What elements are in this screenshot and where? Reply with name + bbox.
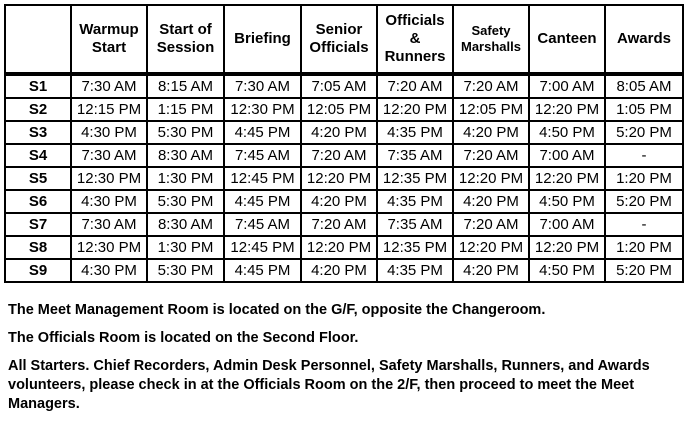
- time-cell: 1:15 PM: [147, 98, 224, 121]
- time-cell: 12:30 PM: [224, 98, 301, 121]
- time-cell: 4:20 PM: [301, 121, 377, 144]
- note-meet-management-room: The Meet Management Room is located on the G/F, opposite the Changeroom.: [8, 302, 546, 318]
- time-cell: 7:30 AM: [71, 213, 147, 236]
- time-cell: 12:20 PM: [301, 236, 377, 259]
- col-header-start-of-session: Start of Session: [147, 5, 224, 74]
- schedule-body: [5, 74, 683, 282]
- time-cell: 1:20 PM: [605, 167, 683, 190]
- time-cell: 8:05 AM: [605, 74, 683, 98]
- time-cell: 12:20 PM: [529, 98, 605, 121]
- time-cell: 4:20 PM: [453, 259, 529, 282]
- table-row: [5, 236, 683, 259]
- session-label: S7: [5, 213, 71, 236]
- time-cell: 5:20 PM: [605, 190, 683, 213]
- time-cell: 12:15 PM: [71, 98, 147, 121]
- session-label: S2: [5, 98, 71, 121]
- time-cell: 5:20 PM: [605, 259, 683, 282]
- time-cell: 12:35 PM: [377, 167, 453, 190]
- table-row: [5, 74, 683, 98]
- time-cell: 4:35 PM: [377, 121, 453, 144]
- time-cell: 1:20 PM: [605, 236, 683, 259]
- schedule-table: [4, 4, 684, 283]
- table-row: [5, 259, 683, 282]
- time-cell: 7:45 AM: [224, 144, 301, 167]
- time-cell: 12:30 PM: [71, 236, 147, 259]
- time-cell: 12:20 PM: [301, 167, 377, 190]
- session-label: S9: [5, 259, 71, 282]
- time-cell: 4:50 PM: [529, 121, 605, 144]
- time-cell: 4:30 PM: [71, 259, 147, 282]
- table-row: [5, 121, 683, 144]
- time-cell: 7:30 AM: [71, 74, 147, 98]
- time-cell: 7:20 AM: [301, 144, 377, 167]
- col-header-senior-officials: Senior Officials: [301, 5, 377, 74]
- time-cell: 7:35 AM: [377, 144, 453, 167]
- time-cell: 12:05 PM: [453, 98, 529, 121]
- session-label: S5: [5, 167, 71, 190]
- time-cell: 5:30 PM: [147, 190, 224, 213]
- session-label: S8: [5, 236, 71, 259]
- session-label: S3: [5, 121, 71, 144]
- time-cell: 4:30 PM: [71, 121, 147, 144]
- session-label: S6: [5, 190, 71, 213]
- time-cell: 12:30 PM: [71, 167, 147, 190]
- time-cell: 7:00 AM: [529, 144, 605, 167]
- note-officials-room: The Officials Room is located on the Second Floor.: [8, 330, 359, 346]
- col-header-briefing: Briefing: [224, 5, 301, 74]
- time-cell: 12:20 PM: [529, 236, 605, 259]
- time-cell: 12:45 PM: [224, 167, 301, 190]
- col-header-officials-runners: Officials & Runners: [377, 5, 453, 74]
- time-cell: 4:45 PM: [224, 121, 301, 144]
- time-cell: 4:20 PM: [453, 190, 529, 213]
- header-row: [5, 5, 683, 74]
- time-cell: 8:30 AM: [147, 213, 224, 236]
- time-cell: 4:50 PM: [529, 259, 605, 282]
- time-cell: 7:00 AM: [529, 74, 605, 98]
- time-cell: 12:05 PM: [301, 98, 377, 121]
- time-cell: 5:30 PM: [147, 121, 224, 144]
- time-cell: 4:45 PM: [224, 259, 301, 282]
- time-cell: 12:20 PM: [453, 236, 529, 259]
- time-cell: 7:30 AM: [71, 144, 147, 167]
- time-cell: 5:20 PM: [605, 121, 683, 144]
- note-check-in-instructions: All Starters. Chief Recorders, Admin Desk Personnel, Safety Marshalls, Runners, and Awards volunteers, please check in at the Officials Room on the 2/F, then proceed to meet the Meet Managers.: [8, 358, 650, 412]
- time-cell: 4:45 PM: [224, 190, 301, 213]
- time-cell: 7:20 AM: [301, 213, 377, 236]
- time-cell: 4:50 PM: [529, 190, 605, 213]
- time-cell: 4:20 PM: [301, 259, 377, 282]
- table-row: [5, 98, 683, 121]
- time-cell: 7:20 AM: [453, 144, 529, 167]
- session-label: S1: [5, 74, 71, 98]
- time-cell: -: [605, 213, 683, 236]
- table-row: [5, 213, 683, 236]
- time-cell: 5:30 PM: [147, 259, 224, 282]
- time-cell: 12:20 PM: [377, 98, 453, 121]
- session-label: S4: [5, 144, 71, 167]
- time-cell: 7:05 AM: [301, 74, 377, 98]
- col-header-safety-marshalls: Safety Marshalls: [453, 5, 529, 74]
- time-cell: 7:20 AM: [453, 74, 529, 98]
- time-cell: 4:35 PM: [377, 259, 453, 282]
- time-cell: 12:20 PM: [529, 167, 605, 190]
- time-cell: -: [605, 144, 683, 167]
- notes: [8, 301, 684, 423]
- table-row: [5, 144, 683, 167]
- time-cell: 4:35 PM: [377, 190, 453, 213]
- time-cell: 8:15 AM: [147, 74, 224, 98]
- time-cell: 12:35 PM: [377, 236, 453, 259]
- time-cell: 7:45 AM: [224, 213, 301, 236]
- col-header-warmup-start: Warmup Start: [71, 5, 147, 74]
- time-cell: 1:05 PM: [605, 98, 683, 121]
- time-cell: 7:20 AM: [377, 74, 453, 98]
- time-cell: 7:20 AM: [453, 213, 529, 236]
- col-header-canteen: Canteen: [529, 5, 605, 74]
- col-header-awards: Awards: [605, 5, 683, 74]
- time-cell: 12:20 PM: [453, 167, 529, 190]
- time-cell: 7:35 AM: [377, 213, 453, 236]
- time-cell: 7:00 AM: [529, 213, 605, 236]
- time-cell: 8:30 AM: [147, 144, 224, 167]
- corner-cell: [5, 5, 71, 74]
- table-row: [5, 190, 683, 213]
- time-cell: 4:30 PM: [71, 190, 147, 213]
- time-cell: 12:45 PM: [224, 236, 301, 259]
- time-cell: 4:20 PM: [301, 190, 377, 213]
- time-cell: 1:30 PM: [147, 167, 224, 190]
- time-cell: 1:30 PM: [147, 236, 224, 259]
- table-row: [5, 167, 683, 190]
- time-cell: 7:30 AM: [224, 74, 301, 98]
- time-cell: 4:20 PM: [453, 121, 529, 144]
